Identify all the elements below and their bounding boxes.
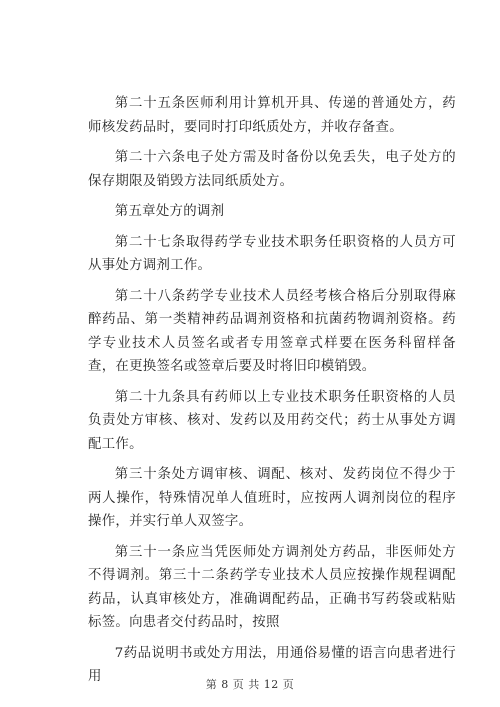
paragraph-article-26: 第二十六条电子处方需及时备份以免丢失，电子处方的保存期限及销毁方法同纸质处方。 [88, 150, 456, 189]
page-footer: 第 8 页 共 12 页 [205, 678, 295, 691]
document-body [88, 92, 456, 696]
paragraph-article-27: 第二十七条取得药学专业技术职务任职资格的人员方可从事处方调剂工作。 [88, 234, 456, 273]
paragraph-article-31-32: 第三十一条应当凭医师处方调剂处方药品，非医师处方不得调剂。第三十二条药学专业技术人员应按操作规程调配药品，认真审核处方，准确调配药品，正确书写药袋或粘贴标签。向患者交付药品时，按照 [88, 544, 456, 630]
paragraph-article-30: 第三十条处方调审核、调配、核对、发药岗位不得少于两人操作，特殊情况单人值班时，应按两人调剂岗位的程序操作，并实行单人双签字。 [88, 467, 456, 529]
paragraph-continuation: 7药品说明书或处方用法，用通俗易懂的语言向患者进行用 [88, 645, 456, 684]
paragraph-article-25: 第二十五条医师利用计算机开具、传递的普通处方，药师核发药品时，要同时打印纸质处方，并收存备查。 [88, 96, 456, 135]
chapter-heading: 第五章处方的调剂 [114, 204, 225, 219]
paragraph-article-29: 第二十九条具有药师以上专业技术职务任职资格的人员负责处方审核、核对、发药以及用药交代；药士从事处方调配工作。 [88, 389, 456, 452]
paragraph-article-28: 第二十八条药学专业技术人员经考核合格后分别取得麻醉药品、第一类精神药品调剂资格和抗菌药物调剂资格。药学专业技术人员签名或者专用签章式样要在医务科留样备查，在更换签名或签章后要及时将旧印模销毁。 [88, 288, 456, 374]
